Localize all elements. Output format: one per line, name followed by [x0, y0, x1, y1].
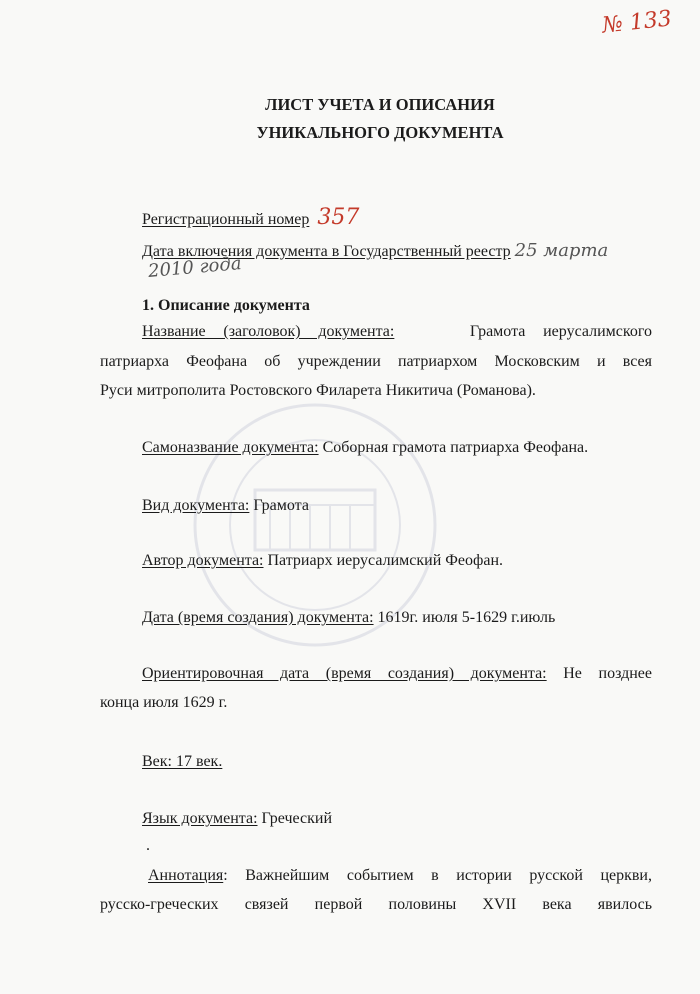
title-line-2: УНИКАЛЬНОГО ДОКУМЕНТА	[256, 123, 504, 142]
author-label: Автор документа:	[142, 552, 264, 569]
registration-row	[142, 205, 359, 230]
doc-name-line-3: Руси митрополита Ростовского Филарета Никитича (Романова).	[100, 382, 536, 399]
kind-label: Вид документа:	[142, 497, 250, 514]
annotation-label: Аннотация	[148, 867, 224, 884]
kind-row	[142, 497, 309, 515]
author-row	[142, 552, 503, 570]
approx-date-line-1	[142, 665, 652, 683]
section-1-heading: 1. Описание документа	[142, 297, 310, 314]
doc-name-value-start: Грамота иерусалимского	[469, 323, 652, 340]
language-row	[142, 810, 332, 828]
self-name-label: Самоназвание документа:	[142, 439, 319, 456]
kind-value: Грамота	[253, 497, 309, 514]
annotation-line-1	[148, 867, 652, 885]
language-label: Язык документа:	[142, 810, 258, 827]
stray-dot: .	[146, 837, 150, 854]
annotation-value-start: : Важнейшим событием в истории русской церкви,	[223, 867, 652, 884]
corner-archive-number: № 133	[600, 6, 673, 39]
doc-name-label: Название (заголовок) документа:	[142, 323, 395, 340]
language-value: Греческий	[261, 810, 333, 827]
approx-date-value-start: Не позднее	[563, 665, 653, 682]
registration-number-handwritten: 357	[317, 205, 360, 230]
annotation-line-2: русско-греческих связей первой половины XVII века явилось	[100, 896, 652, 913]
inclusion-date-label: Дата включения документа в Государственный реестр	[142, 243, 511, 260]
registration-label: Регистрационный номер	[142, 211, 310, 228]
approx-date-label: Ориентировочная дата (время создания) документа:	[142, 665, 547, 682]
creation-date-value: 1619г. июля 5-1629 г.июль	[377, 609, 556, 626]
doc-name-line-1	[142, 323, 652, 341]
doc-name-line-2: патриарха Феофана об учреждении патриархом Московским и всея	[100, 353, 652, 370]
inclusion-date-handwritten-2: 2010 года	[147, 252, 243, 283]
self-name-value: Соборная грамота патриарха Феофана.	[322, 439, 589, 456]
creation-date-row	[142, 609, 555, 627]
inclusion-date-handwritten-1: 25 марта	[514, 240, 609, 261]
author-value: Патриарх иерусалимский Феофан.	[267, 552, 504, 569]
title-line-1: ЛИСТ УЧЕТА И ОПИСАНИЯ	[265, 95, 495, 114]
approx-date-line-2: конца июля 1629 г.	[100, 694, 228, 711]
century-row: Век: 17 век.	[142, 753, 223, 770]
self-name-row	[142, 439, 588, 457]
creation-date-label: Дата (время создания) документа:	[142, 609, 374, 626]
